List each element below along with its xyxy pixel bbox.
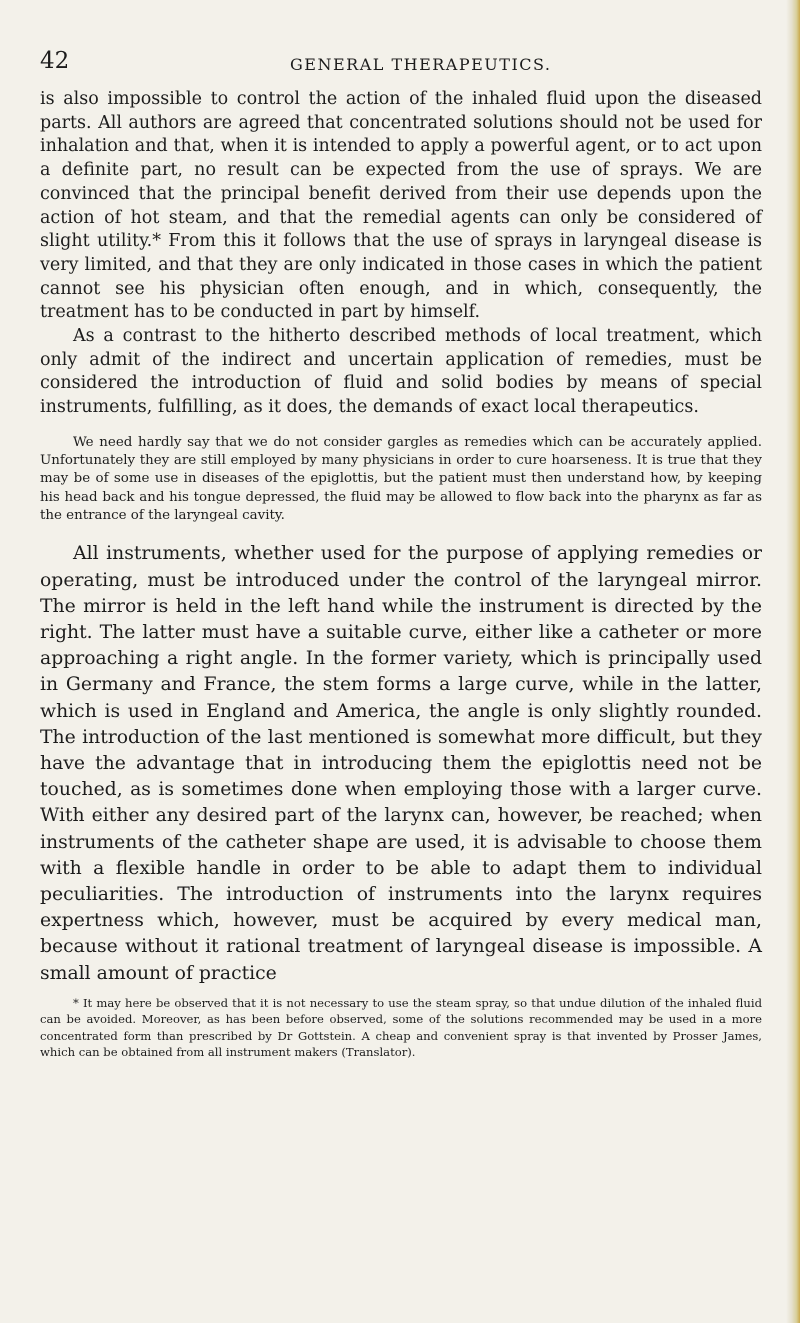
running-head: GENERAL THERAPEUTICS.: [290, 55, 552, 74]
footnote-text: * It may here be observed that it is not necessary to use the steam spray, so that undue dilution of the inhaled fluid can be avoided. Moreover, as has been before observed, some of the solutions recommended may be used in a more concentrated form than prescribed by Dr Gottstein. A cheap and convenient spray is that invented by Prosser James, which can be obtained from all instrument makers (Translator).: [40, 995, 762, 1060]
paragraph-instruments: All instruments, whether used for the purpose of applying remedies or operating, must be introduced under the control of the laryngeal mirror. The mirror is held in the left hand while the instrument is directed by the right. The latter must have a suitable curve, either like a catheter or more approaching a right angle. In the former variety, which is principally used in Germany and France, the stem forms a large curve, while in the latter, which is used in England and America, the angle is only slightly rounded. The introduction of the last mentioned is somewhat more difficult, but they have the advantage that in introducing them the epiglottis need not be touched, as is sometimes done when employing those with a larger curve. With either any desired part of the larynx can, however, be reached; when instruments of the catheter shape are used, it is advisable to choose them with a flexible handle in order to be able to adapt them to individual peculiarities. The introduction of instruments into the larynx requires expertness which, however, must be acquired by every medical man, because without it rational treatment of laryngeal disease is impossible. A small amount of practice: [40, 543, 762, 984]
gilt-page-edge: [786, 0, 800, 1323]
page-header: [40, 48, 762, 88]
body-text-main: [40, 541, 762, 986]
paragraph-continued: is also impossible to control the action of the inhaled fluid upon the diseased parts. All authors are agreed that concentrated solutions should not be used for inhalation and that, when it is intended to apply a powerful agent, or to act upon a definite part, no result can be expected from the use of sprays. We are convinced that the principal benefit derived from their use depends upon the action of hot steam, and that the remedial agents can only be considered of slight utility.* From this it follows that the use of sprays in laryngeal disease is very limited, and that they are only indicated in those cases in which the patient cannot see his physician often enough, and in which, consequently, the treatment has to be conducted in part by himself.: [40, 89, 762, 323]
book-page: [40, 48, 762, 1061]
body-text: [40, 88, 762, 420]
footnote: [40, 995, 762, 1061]
note-gargles: We need hardly say that we do not consider gargles as remedies which can be accurately applied. Unfortunately they are still employed by many physicians in order to cure hoarseness. It is true that they may be of some use in diseases of the epiglottis, but the patient must then understand how, by keeping his head back and his tongue depressed, the fluid may be allowed to flow back into the pharynx as far as the entrance of the laryngeal cavity.: [40, 434, 762, 524]
page-number: 42: [40, 48, 70, 74]
small-print-note: [40, 434, 762, 525]
paragraph-contrast: As a contrast to the hitherto described methods of local treatment, which only admit of the indirect and uncertain application of remedies, must be considered the introduction of fluid and solid bodies by means of special instruments, fulfilling, as it does, the demands of exact local therapeutics.: [40, 326, 762, 418]
